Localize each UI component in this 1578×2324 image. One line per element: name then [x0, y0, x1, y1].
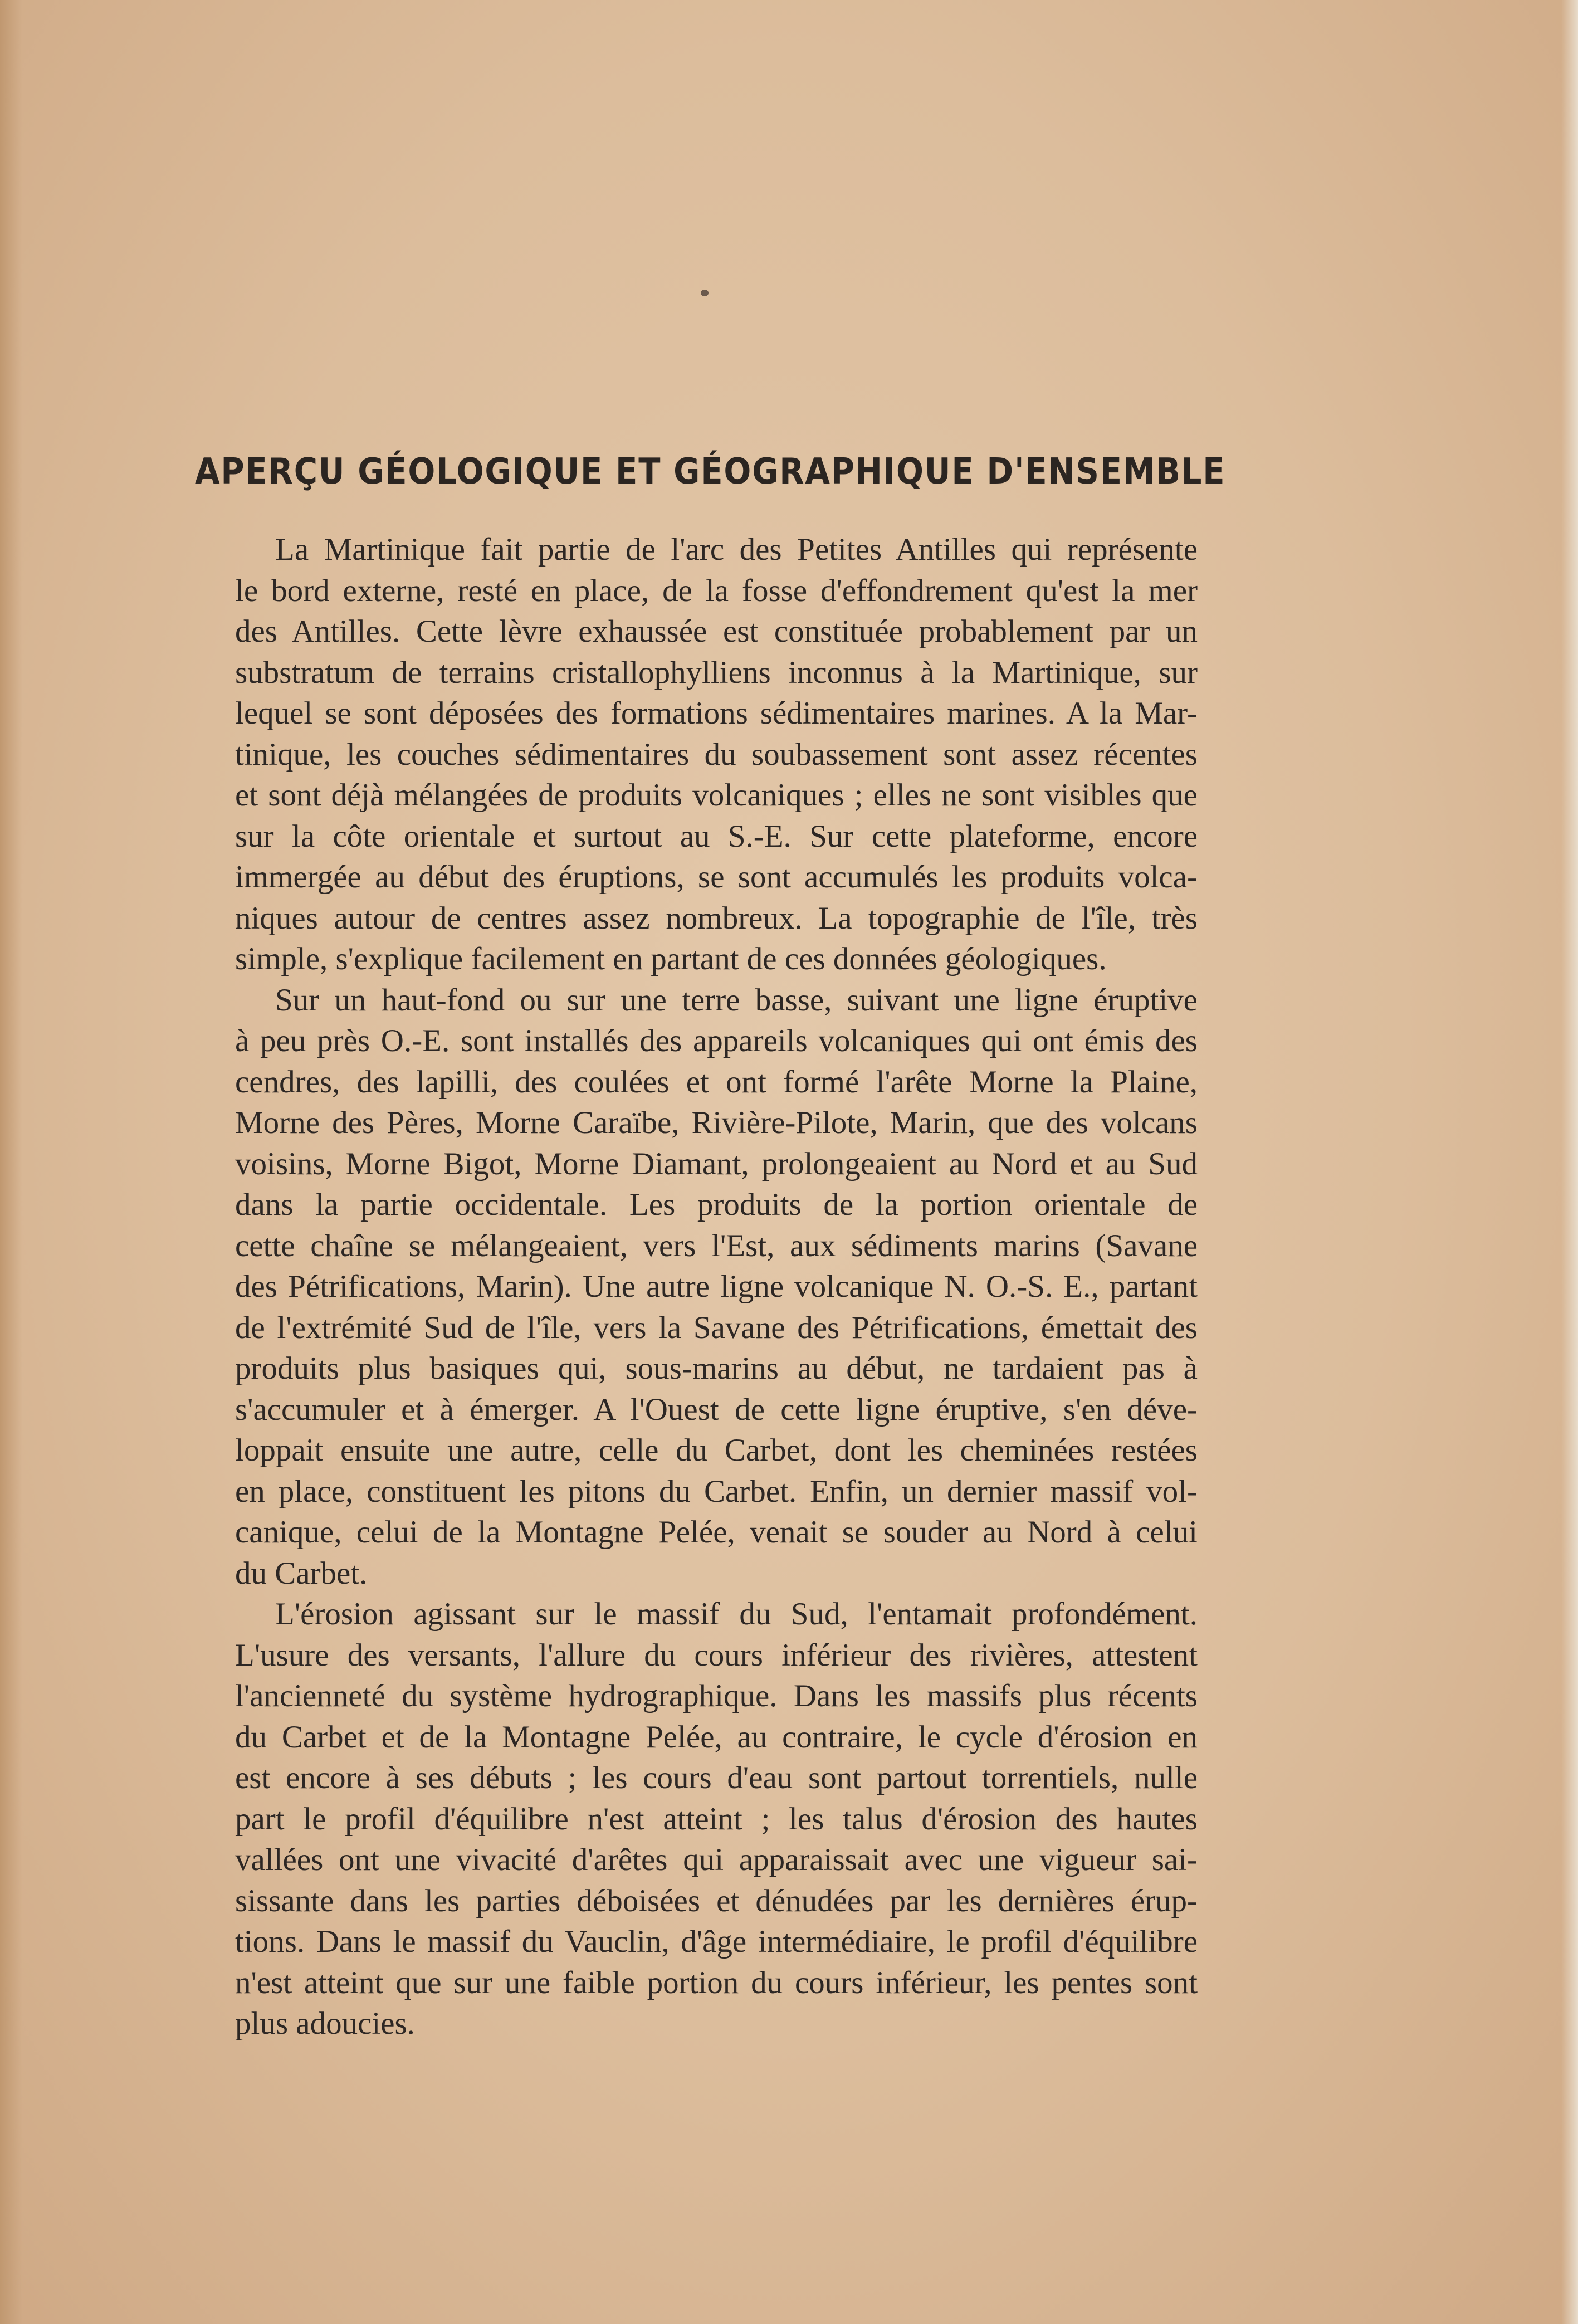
paragraph-2: [195, 980, 1198, 1594]
text-line: en place, constituent les pitons du Carbet. Enfin, un dernier massif vol-: [235, 1473, 1198, 1509]
text-line: dans la partie occidentale. Les produits de la portion orientale de: [235, 1187, 1198, 1222]
text-line: du Carbet et de la Montagne Pelée, au contraire, le cycle d'érosion en: [235, 1719, 1198, 1755]
section-title: APERÇU GÉOLOGIQUE ET GÉOGRAPHIQUE D'ENSEMBLE: [195, 451, 1226, 492]
text-line: substratum de terrains cristallophylliens inconnus à la Martinique, sur: [235, 655, 1198, 690]
text-line: loppait ensuite une autre, celle du Carbet, dont les cheminées restées: [235, 1433, 1198, 1468]
text-line: L'érosion agissant sur le massif du Sud, l'entamait profondément.: [275, 1596, 1198, 1632]
text-line: voisins, Morne Bigot, Morne Diamant, prolongeaient au Nord et au Sud: [235, 1146, 1198, 1181]
text-line: s'accumuler et à émerger. A l'Ouest de cette ligne éruptive, s'en déve-: [235, 1392, 1198, 1427]
text-line: du Carbet.: [235, 1555, 368, 1591]
text-line: et sont déjà mélangées de produits volcaniques ; elles ne sont visibles que: [235, 778, 1198, 813]
ink-speck: [701, 290, 709, 296]
page-body: [195, 529, 1198, 2044]
text-line: vallées ont une vivacité d'arêtes qui apparaissait avec une vigueur sai-: [235, 1842, 1198, 1877]
text-line: à peu près O.-E. sont installés des appareils volcaniques qui ont émis des: [235, 1023, 1198, 1058]
text-line: simple, s'explique facilement en partant de ces données géologiques.: [235, 941, 1107, 977]
text-line: cendres, des lapilli, des coulées et ont formé l'arête Morne la Plaine,: [235, 1064, 1198, 1100]
text-line: des Antilles. Cette lèvre exhaussée est constituée probablement par un: [235, 614, 1198, 649]
text-line: Sur un haut-fond ou sur une terre basse, suivant une ligne éruptive: [275, 982, 1198, 1018]
text-line: de l'extrémité Sud de l'île, vers la Savane des Pétrifications, émettait des: [235, 1310, 1198, 1345]
text-line: tinique, les couches sédimentaires du soubassement sont assez récentes: [235, 736, 1198, 772]
text-line: Morne des Pères, Morne Caraïbe, Rivière-Pilote, Marin, que des volcans: [235, 1105, 1198, 1140]
text-line: n'est atteint que sur une faible portion du cours inférieur, les pentes sont: [235, 1965, 1198, 2000]
text-line: tions. Dans le massif du Vauclin, d'âge intermédiaire, le profil d'équilibre: [235, 1924, 1198, 1959]
text-line: L'usure des versants, l'allure du cours inférieur des rivières, attestent: [235, 1637, 1198, 1673]
paragraph-1: [195, 529, 1198, 980]
text-line: La Martinique fait partie de l'arc des Petites Antilles qui représente: [275, 532, 1198, 567]
text-line: est encore à ses débuts ; les cours d'eau sont partout torrentiels, nulle: [235, 1760, 1198, 1795]
text-line: lequel se sont déposées des formations sédimentaires marines. A la Mar-: [235, 696, 1198, 731]
page-left-edge-shadow: [0, 0, 22, 2324]
text-line: des Pétrifications, Marin). Une autre ligne volcanique N. O.-S. E., partant: [235, 1269, 1198, 1304]
text-line: canique, celui de la Montagne Pelée, venait se souder au Nord à celui: [235, 1515, 1198, 1550]
text-line: sissante dans les parties déboisées et dénudées par les dernières érup-: [235, 1883, 1198, 1918]
text-line: l'ancienneté du système hydrographique. Dans les massifs plus récents: [235, 1678, 1198, 1713]
page-right-edge: [1561, 0, 1578, 2324]
text-line: immergée au début des éruptions, se sont accumulés les produits volca-: [235, 860, 1198, 895]
text-line: cette chaîne se mélangeaient, vers l'Est, aux sédiments marins (Savane: [235, 1228, 1198, 1263]
text-line: produits plus basiques qui, sous-marins au début, ne tardaient pas à: [235, 1351, 1198, 1386]
text-line: part le profil d'équilibre n'est atteint ; les talus d'érosion des hautes: [235, 1801, 1198, 1837]
paragraph-3: [195, 1594, 1198, 2044]
text-line: sur la côte orientale et surtout au S.-E. Sur cette plateforme, encore: [235, 818, 1198, 854]
text-line: plus adoucies.: [235, 2006, 415, 2041]
text-line: niques autour de centres assez nombreux. La topographie de l'île, très: [235, 900, 1198, 936]
text-line: le bord externe, resté en place, de la fosse d'effondrement qu'est la mer: [235, 573, 1198, 608]
